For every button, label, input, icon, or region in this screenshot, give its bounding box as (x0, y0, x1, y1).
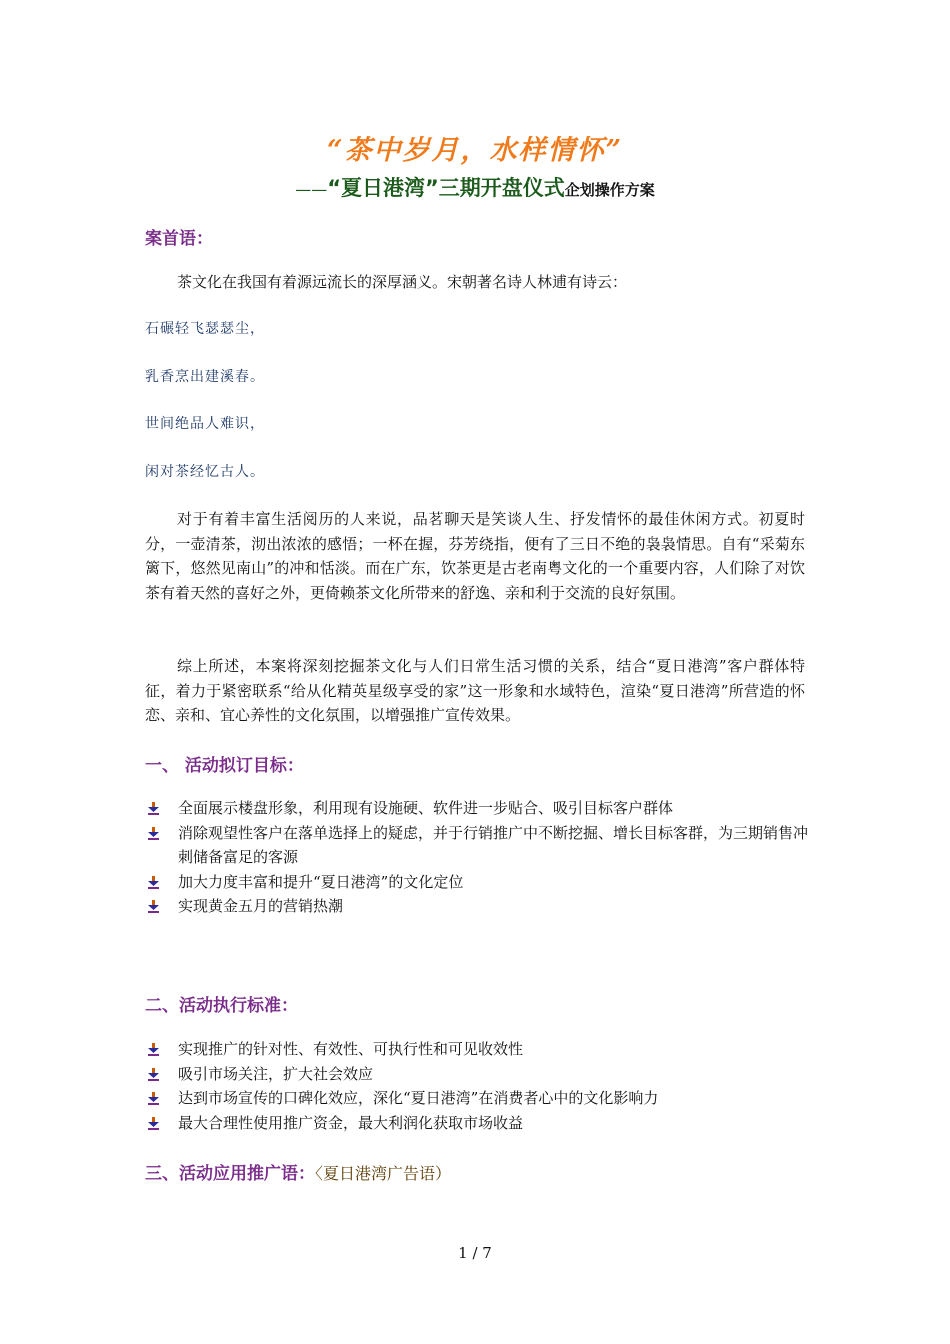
document-subtitle (0, 172, 950, 202)
list-item (145, 1111, 810, 1136)
bullet-arrow-icon (147, 1043, 160, 1056)
subtitle-main: “夏日港湾”三期开盘仪式 (327, 176, 565, 200)
list-item (145, 1037, 810, 1062)
list-item-text: 达到市场宣传的口碑化效应，深化“夏日港湾”在消费者心中的文化影响力 (178, 1089, 659, 1107)
intro-lead: 茶文化在我国有着源远流长的深厚涵义。宋朝著名诗人林逋有诗云： (177, 273, 628, 291)
bullet-arrow-icon (147, 1092, 160, 1105)
bullet-arrow-icon (147, 1117, 160, 1130)
page-number: 1 / 7 (458, 1244, 492, 1262)
bullet-arrow-icon (147, 802, 160, 815)
section3-heading-text: 三、活动应用推广语： (145, 1164, 315, 1184)
list-item (145, 1086, 810, 1111)
list-item-text: 吸引市场关注，扩大社会效应 (178, 1064, 374, 1083)
list-item-text: 实现推广的针对性、有效性、可执行性和可见收效性 (178, 1040, 524, 1058)
list-item (145, 1062, 810, 1087)
bullet-arrow-icon (147, 876, 160, 889)
intro-paragraph-1: 对于有着丰富生活阅历的人来说，品茗聊天是笑谈人生、抒发情怀的最佳休闲方式。初夏时分，一壶清茶，沏出浓浓的感悟；一杯在握，芬芳绕指，便有了三日不绝的袅袅情思。自有“采菊东篱下，悠然见南山”的冲和恬淡。而在广东，饮茶更是古老南粤文化的一个重要内容，人们除了对饮茶有着天然的喜好之外，更倚赖茶文化所带来的舒逸、亲和利于交流的良好氛围。 (145, 510, 805, 602)
subtitle-dash: —— (295, 180, 328, 199)
bullet-arrow-icon (147, 900, 160, 913)
list-item-text: 最大合理性使用推广资金，最大利润化获取市场收益 (178, 1113, 524, 1132)
bullet-arrow-icon (147, 1068, 160, 1081)
section3-note: 〈夏日港湾广告语） (315, 1164, 452, 1183)
subtitle-suffix: 企划操作方案 (564, 181, 655, 199)
list-item (145, 796, 810, 821)
list-item (145, 894, 810, 919)
section1-list (145, 796, 810, 919)
list-item (145, 821, 810, 870)
bullet-arrow-icon (147, 827, 160, 840)
section3-heading (145, 1159, 451, 1184)
section2-heading: 二、活动执行标准： (145, 996, 298, 1016)
list-item-text: 实现黄金五月的营销热潮 (178, 897, 344, 915)
list-item-text: 全面展示楼盘形象，利用现有设施硬、软件进一步贴合、吸引目标客户群体 (178, 799, 674, 817)
poem-line: 石碾轻飞瑟瑟尘， (145, 321, 265, 337)
section1-heading: 一、 活动拟订目标： (145, 756, 304, 776)
list-item (145, 870, 810, 895)
list-item-text: 消除观望性客户在落单选择上的疑虑，并于行销推广中不断挖掘、增长目标客群，为三期销售冲刺储备富足的客源 (178, 823, 809, 866)
list-item-text: 加大力度丰富和提升“夏日港湾”的文化定位 (178, 872, 464, 891)
section2-list (145, 1037, 810, 1135)
poem-line: 闲对茶经忆古人。 (145, 464, 265, 480)
intro-paragraph-2: 综上所述，本案将深刻挖掘茶文化与人们日常生活习惯的关系，结合“夏日港湾”客户群体特征，着力于紧密联系“给从化精英星级享受的家”这一形象和水域特色，渲染“夏日港湾”所营造的怀恋、亲和、宜心养性的文化氛围，以增强推广宣传效果。 (145, 657, 805, 724)
poem-line: 乳香烹出建溪春。 (145, 369, 265, 385)
poem-line: 世间绝品人难识， (145, 416, 265, 432)
document-title: “茶中岁月，水样情怀” (326, 135, 624, 166)
intro-heading: 案首语： (145, 229, 213, 249)
